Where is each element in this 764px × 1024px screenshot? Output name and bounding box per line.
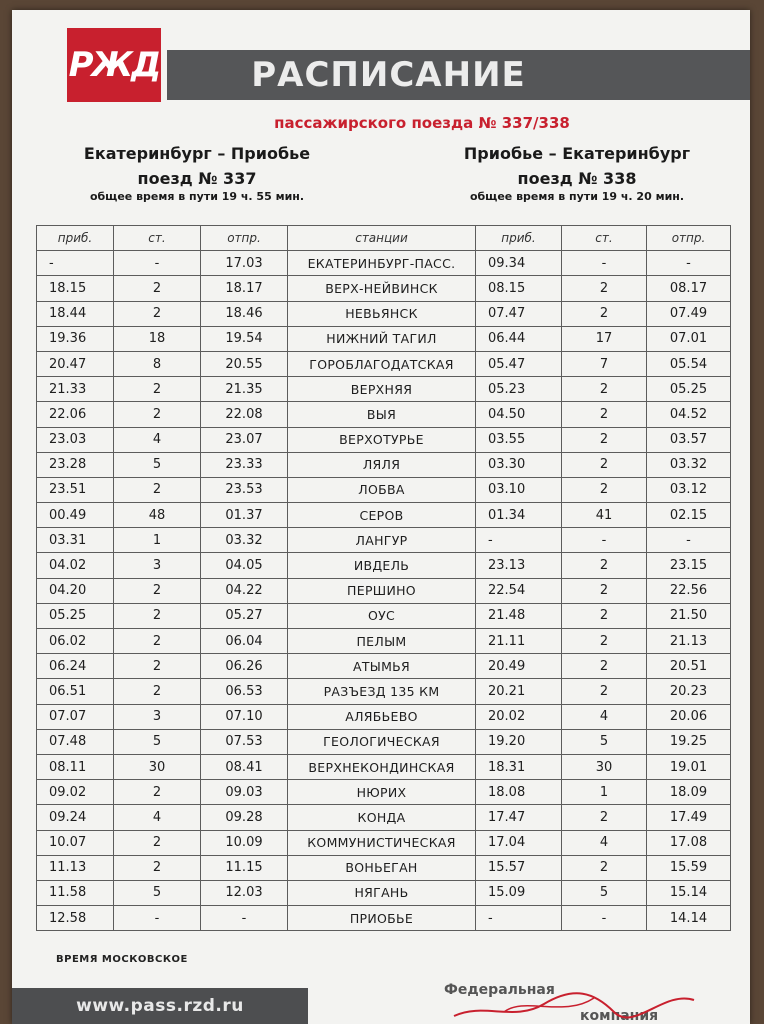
cell-arrival-ret: 21.48 — [476, 603, 562, 628]
cell-departure-ret: 08.17 — [647, 276, 731, 301]
cell-departure-out: 09.28 — [201, 805, 288, 830]
table-row — [37, 301, 731, 326]
cell-arrival-out: 05.25 — [37, 603, 114, 628]
cell-departure-out: 10.09 — [201, 830, 288, 855]
cell-departure-out: 23.07 — [201, 427, 288, 452]
cell-departure-out: 22.08 — [201, 402, 288, 427]
cell-station: ГЕОЛОГИЧЕСКАЯ — [288, 729, 476, 754]
cell-arrival-out: 06.24 — [37, 654, 114, 679]
table-row — [37, 654, 731, 679]
cell-arrival-out: 09.24 — [37, 805, 114, 830]
cell-stop-out: 48 — [114, 503, 201, 528]
cell-arrival-out: 18.44 — [37, 301, 114, 326]
travel-time-return: общее время в пути 19 ч. 20 мин. — [469, 190, 685, 203]
cell-stop-ret: 17 — [562, 326, 647, 351]
table-row — [37, 754, 731, 779]
cell-station: АЛЯБЬЕВО — [288, 704, 476, 729]
cell-stop-out: 30 — [114, 754, 201, 779]
cell-arrival-out: 23.03 — [37, 427, 114, 452]
cell-stop-out: 2 — [114, 402, 201, 427]
cell-station: НЯГАНЬ — [288, 880, 476, 905]
cell-departure-out: 03.32 — [201, 528, 288, 553]
col-header-arrival-ret: приб. — [476, 226, 562, 251]
cell-departure-out: - — [201, 906, 288, 931]
cell-stop-ret: 2 — [562, 402, 647, 427]
cell-departure-out: 11.15 — [201, 855, 288, 880]
cell-stop-ret: 30 — [562, 754, 647, 779]
cell-departure-out: 06.26 — [201, 654, 288, 679]
cell-stop-ret: 2 — [562, 629, 647, 654]
cell-departure-ret: 02.15 — [647, 503, 731, 528]
cell-arrival-ret: 09.34 — [476, 251, 562, 276]
train-number-outbound: поезд № 337 — [137, 169, 257, 188]
cell-arrival-out: 08.11 — [37, 754, 114, 779]
cell-arrival-out: - — [37, 251, 114, 276]
table-row — [37, 251, 731, 276]
table-row — [37, 629, 731, 654]
cell-departure-ret: 14.14 — [647, 906, 731, 931]
col-header-stop-ret: ст. — [562, 226, 647, 251]
cell-departure-ret: - — [647, 251, 731, 276]
table-row — [37, 578, 731, 603]
cell-stop-out: 2 — [114, 629, 201, 654]
cell-arrival-ret: 17.47 — [476, 805, 562, 830]
cell-arrival-out: 07.07 — [37, 704, 114, 729]
table-row — [37, 503, 731, 528]
cell-stop-out: 2 — [114, 276, 201, 301]
company-line1: Федеральная — [444, 982, 555, 998]
cell-stop-ret: 2 — [562, 855, 647, 880]
cell-departure-ret: 17.08 — [647, 830, 731, 855]
cell-departure-ret: 21.50 — [647, 603, 731, 628]
cell-arrival-out: 23.28 — [37, 452, 114, 477]
table-row — [37, 679, 731, 704]
cell-departure-out: 20.55 — [201, 351, 288, 376]
cell-arrival-out: 09.02 — [37, 780, 114, 805]
cell-arrival-out: 00.49 — [37, 503, 114, 528]
col-header-departure-ret: отпр. — [647, 226, 731, 251]
cell-stop-out: 1 — [114, 528, 201, 553]
cell-arrival-ret: 03.30 — [476, 452, 562, 477]
cell-stop-ret: 2 — [562, 301, 647, 326]
schedule-table — [36, 225, 731, 931]
company-logo — [444, 982, 704, 1024]
cell-arrival-ret: 21.11 — [476, 629, 562, 654]
table-row — [37, 477, 731, 502]
cell-arrival-ret: - — [476, 528, 562, 553]
cell-departure-out: 12.03 — [201, 880, 288, 905]
cell-stop-out: 4 — [114, 427, 201, 452]
cell-arrival-ret: 08.15 — [476, 276, 562, 301]
cell-station: РАЗЪЕЗД 135 КМ — [288, 679, 476, 704]
cell-station: НИЖНИЙ ТАГИЛ — [288, 326, 476, 351]
cell-departure-ret: - — [647, 528, 731, 553]
cell-arrival-ret: 23.13 — [476, 553, 562, 578]
cell-station: ГОРОБЛАГОДАТСКАЯ — [288, 351, 476, 376]
cell-departure-out: 06.04 — [201, 629, 288, 654]
cell-departure-out: 08.41 — [201, 754, 288, 779]
cell-stop-ret: 2 — [562, 679, 647, 704]
cell-arrival-ret: 07.47 — [476, 301, 562, 326]
cell-arrival-ret: 06.44 — [476, 326, 562, 351]
cell-departure-out: 05.27 — [201, 603, 288, 628]
cell-stop-out: 3 — [114, 553, 201, 578]
cell-stop-out: 8 — [114, 351, 201, 376]
cell-arrival-ret: 15.57 — [476, 855, 562, 880]
cell-stop-ret: 2 — [562, 654, 647, 679]
cell-departure-out: 17.03 — [201, 251, 288, 276]
cell-station: ЛАНГУР — [288, 528, 476, 553]
page-title: РАСПИСАНИЕ — [251, 55, 526, 95]
website-bar — [12, 988, 308, 1024]
train-number-return: поезд № 338 — [517, 169, 637, 188]
cell-departure-ret: 15.59 — [647, 855, 731, 880]
table-row — [37, 780, 731, 805]
cell-arrival-ret: - — [476, 906, 562, 931]
cell-stop-out: - — [114, 906, 201, 931]
table-row — [37, 855, 731, 880]
direction-outbound — [52, 144, 342, 203]
cell-station: ИВДЕЛЬ — [288, 553, 476, 578]
cell-stop-ret: - — [562, 251, 647, 276]
cell-arrival-out: 19.36 — [37, 326, 114, 351]
cell-stop-out: 5 — [114, 729, 201, 754]
cell-stop-ret: 4 — [562, 704, 647, 729]
cell-departure-ret: 22.56 — [647, 578, 731, 603]
cell-stop-out: 18 — [114, 326, 201, 351]
title-bar — [167, 50, 750, 100]
cell-departure-ret: 19.01 — [647, 754, 731, 779]
cell-departure-out: 18.17 — [201, 276, 288, 301]
cell-arrival-ret: 03.10 — [476, 477, 562, 502]
cell-stop-out: 2 — [114, 855, 201, 880]
cell-arrival-out: 21.33 — [37, 377, 114, 402]
cell-stop-out: 5 — [114, 452, 201, 477]
cell-departure-out: 21.35 — [201, 377, 288, 402]
table-row — [37, 351, 731, 376]
cell-stop-ret: 7 — [562, 351, 647, 376]
route-return: Приобье – Екатеринбург — [463, 144, 691, 163]
schedule-subtitle: пассажирского поезда № 337/338 — [274, 114, 570, 132]
cell-stop-ret: 2 — [562, 427, 647, 452]
cell-stop-ret: 2 — [562, 452, 647, 477]
cell-station: НЕВЬЯНСК — [288, 301, 476, 326]
timezone-note: ВРЕМЯ МОСКОВСКОЕ — [56, 954, 188, 965]
cell-arrival-out: 04.02 — [37, 553, 114, 578]
cell-stop-ret: 2 — [562, 603, 647, 628]
cell-departure-out: 06.53 — [201, 679, 288, 704]
cell-stop-out: 5 — [114, 880, 201, 905]
cell-station: ВОНЬЕГАН — [288, 855, 476, 880]
cell-departure-ret: 03.32 — [647, 452, 731, 477]
cell-arrival-ret: 20.02 — [476, 704, 562, 729]
cell-station: ВЕРХОТУРЬЕ — [288, 427, 476, 452]
table-header-row — [37, 226, 731, 251]
cell-departure-ret: 03.57 — [647, 427, 731, 452]
cell-departure-ret: 18.09 — [647, 780, 731, 805]
cell-arrival-out: 11.58 — [37, 880, 114, 905]
signature-icon — [444, 982, 704, 1024]
company-line2: компания — [580, 1008, 659, 1024]
cell-arrival-out: 06.02 — [37, 629, 114, 654]
cell-departure-ret: 17.49 — [647, 805, 731, 830]
website-link[interactable]: www.pass.rzd.ru — [76, 996, 244, 1016]
cell-arrival-ret: 22.54 — [476, 578, 562, 603]
cell-station: КОММУНИСТИЧЕСКАЯ — [288, 830, 476, 855]
cell-departure-out: 01.37 — [201, 503, 288, 528]
cell-stop-out: 2 — [114, 603, 201, 628]
route-outbound: Екатеринбург – Приобье — [83, 144, 311, 163]
table-row — [37, 704, 731, 729]
cell-station: КОНДА — [288, 805, 476, 830]
cell-station: НЮРИХ — [288, 780, 476, 805]
cell-departure-ret: 23.15 — [647, 553, 731, 578]
cell-stop-out: 2 — [114, 477, 201, 502]
rzd-logo-text: РЖД — [68, 45, 160, 85]
cell-stop-out: 2 — [114, 377, 201, 402]
cell-arrival-out: 12.58 — [37, 906, 114, 931]
cell-arrival-ret: 19.20 — [476, 729, 562, 754]
cell-arrival-ret: 18.08 — [476, 780, 562, 805]
cell-arrival-out: 03.31 — [37, 528, 114, 553]
cell-station: СЕРОВ — [288, 503, 476, 528]
cell-departure-ret: 04.52 — [647, 402, 731, 427]
cell-stop-ret: - — [562, 528, 647, 553]
cell-arrival-ret: 03.55 — [476, 427, 562, 452]
cell-stop-out: 2 — [114, 679, 201, 704]
cell-stop-ret: 2 — [562, 276, 647, 301]
cell-stop-out: 2 — [114, 301, 201, 326]
cell-arrival-ret: 05.23 — [476, 377, 562, 402]
cell-stop-ret: 2 — [562, 377, 647, 402]
cell-departure-ret: 19.25 — [647, 729, 731, 754]
cell-stop-ret: 2 — [562, 805, 647, 830]
cell-stop-ret: 2 — [562, 578, 647, 603]
cell-arrival-out: 10.07 — [37, 830, 114, 855]
table-row — [37, 906, 731, 931]
cell-arrival-ret: 17.04 — [476, 830, 562, 855]
cell-arrival-ret: 04.50 — [476, 402, 562, 427]
direction-return — [432, 144, 722, 203]
cell-station: ВЕРХНЕКОНДИНСКАЯ — [288, 754, 476, 779]
cell-departure-ret: 05.25 — [647, 377, 731, 402]
cell-station: ПРИОБЬЕ — [288, 906, 476, 931]
cell-station: ПЕРШИНО — [288, 578, 476, 603]
cell-stop-out: - — [114, 251, 201, 276]
cell-departure-ret: 21.13 — [647, 629, 731, 654]
table-row — [37, 880, 731, 905]
cell-arrival-ret: 20.21 — [476, 679, 562, 704]
table-row — [37, 805, 731, 830]
table-row — [37, 528, 731, 553]
cell-departure-out: 07.10 — [201, 704, 288, 729]
cell-departure-out: 23.53 — [201, 477, 288, 502]
cell-departure-out: 09.03 — [201, 780, 288, 805]
cell-arrival-out: 11.13 — [37, 855, 114, 880]
cell-stop-ret: 1 — [562, 780, 647, 805]
cell-arrival-out: 20.47 — [37, 351, 114, 376]
table-row — [37, 553, 731, 578]
table-row — [37, 830, 731, 855]
table-row — [37, 377, 731, 402]
cell-departure-out: 18.46 — [201, 301, 288, 326]
cell-arrival-ret: 01.34 — [476, 503, 562, 528]
cell-stop-ret: 41 — [562, 503, 647, 528]
cell-station: ЛОБВА — [288, 477, 476, 502]
rzd-logo — [67, 28, 161, 102]
cell-stop-out: 2 — [114, 578, 201, 603]
cell-stop-out: 4 — [114, 805, 201, 830]
cell-departure-out: 23.33 — [201, 452, 288, 477]
cell-departure-ret: 20.51 — [647, 654, 731, 679]
cell-departure-ret: 03.12 — [647, 477, 731, 502]
cell-departure-out: 04.22 — [201, 578, 288, 603]
table-row — [37, 603, 731, 628]
cell-station: ПЕЛЫМ — [288, 629, 476, 654]
col-header-departure-out: отпр. — [201, 226, 288, 251]
cell-station: ВЫЯ — [288, 402, 476, 427]
table-row — [37, 729, 731, 754]
cell-arrival-out: 06.51 — [37, 679, 114, 704]
cell-station: ОУС — [288, 603, 476, 628]
cell-arrival-out: 18.15 — [37, 276, 114, 301]
col-header-stop-out: ст. — [114, 226, 201, 251]
cell-departure-ret: 20.23 — [647, 679, 731, 704]
cell-station: ВЕРХНЯЯ — [288, 377, 476, 402]
table-row — [37, 276, 731, 301]
cell-stop-ret: 5 — [562, 729, 647, 754]
schedule-poster — [12, 10, 750, 1024]
cell-departure-ret: 20.06 — [647, 704, 731, 729]
cell-stop-out: 2 — [114, 780, 201, 805]
cell-station: ВЕРХ-НЕЙВИНСК — [288, 276, 476, 301]
cell-station: АТЫМЬЯ — [288, 654, 476, 679]
cell-stop-ret: 5 — [562, 880, 647, 905]
cell-departure-out: 07.53 — [201, 729, 288, 754]
cell-departure-ret: 07.01 — [647, 326, 731, 351]
cell-departure-ret: 05.54 — [647, 351, 731, 376]
cell-stop-out: 2 — [114, 654, 201, 679]
cell-stop-ret: 4 — [562, 830, 647, 855]
cell-stop-out: 2 — [114, 830, 201, 855]
travel-time-outbound: общее время в пути 19 ч. 55 мин. — [89, 190, 305, 203]
cell-arrival-out: 23.51 — [37, 477, 114, 502]
cell-arrival-ret: 15.09 — [476, 880, 562, 905]
cell-station: ЛЯЛЯ — [288, 452, 476, 477]
cell-arrival-ret: 18.31 — [476, 754, 562, 779]
cell-station: ЕКАТЕРИНБУРГ-ПАСС. — [288, 251, 476, 276]
cell-departure-ret: 15.14 — [647, 880, 731, 905]
cell-stop-ret: 2 — [562, 553, 647, 578]
table-row — [37, 452, 731, 477]
cell-arrival-out: 04.20 — [37, 578, 114, 603]
cell-departure-out: 04.05 — [201, 553, 288, 578]
cell-arrival-out: 22.06 — [37, 402, 114, 427]
cell-arrival-ret: 20.49 — [476, 654, 562, 679]
cell-stop-ret: 2 — [562, 477, 647, 502]
table-row — [37, 402, 731, 427]
cell-stop-out: 3 — [114, 704, 201, 729]
table-row — [37, 326, 731, 351]
cell-departure-ret: 07.49 — [647, 301, 731, 326]
cell-departure-out: 19.54 — [201, 326, 288, 351]
cell-stop-ret: - — [562, 906, 647, 931]
col-header-stations: станции — [288, 226, 476, 251]
cell-arrival-ret: 05.47 — [476, 351, 562, 376]
table-row — [37, 427, 731, 452]
cell-arrival-out: 07.48 — [37, 729, 114, 754]
col-header-arrival-out: приб. — [37, 226, 114, 251]
